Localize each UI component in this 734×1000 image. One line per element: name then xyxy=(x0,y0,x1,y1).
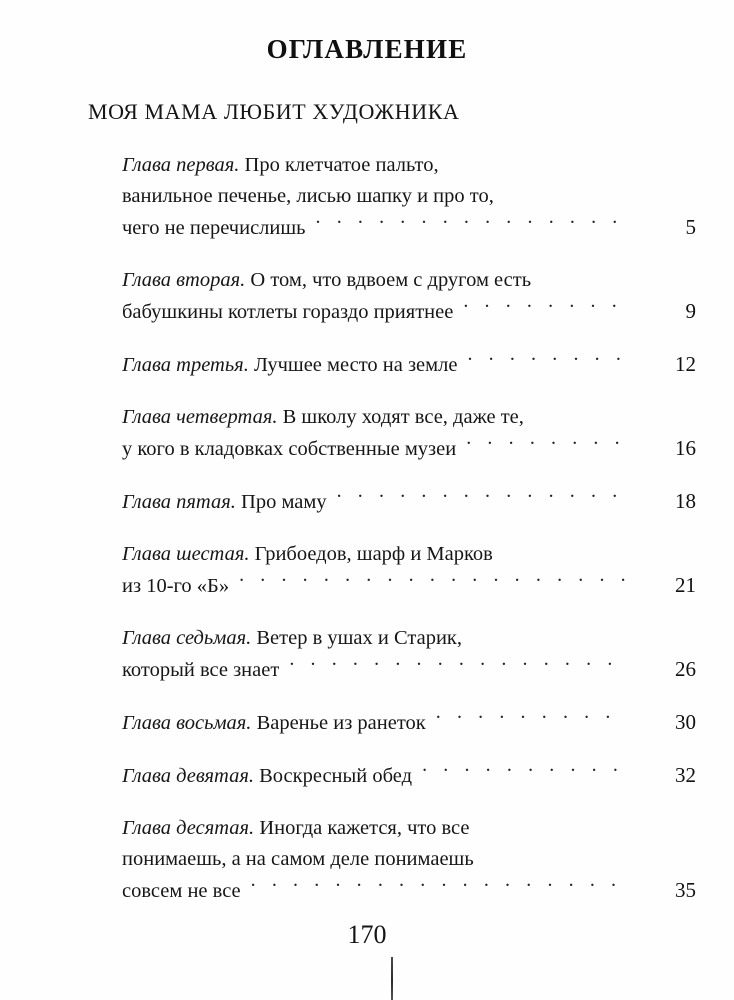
toc-entry-text xyxy=(122,150,439,181)
toc-entry-line xyxy=(122,433,696,465)
dot-leader xyxy=(541,266,626,287)
toc-entry[interactable] xyxy=(122,707,696,739)
chapter-label: Глава седьмая. xyxy=(122,627,252,649)
chapter-title: Иногда кажется, что все xyxy=(254,817,470,839)
dot-leader xyxy=(463,298,626,319)
toc-page-number: 30 xyxy=(675,710,696,734)
toc-entry[interactable] xyxy=(122,150,696,244)
chapter-title: Про маму xyxy=(235,491,327,513)
toc-entry-line xyxy=(122,813,696,844)
chapter-title: совсем не все xyxy=(122,880,241,902)
chapter-label: Глава шестая. xyxy=(122,543,250,565)
chapter-label: Глава девятая. xyxy=(122,765,254,787)
toc-entry-text xyxy=(122,876,241,907)
chapter-title: О том, что вдвоем с другом есть xyxy=(245,269,532,291)
toc-page-number: 18 xyxy=(675,489,696,513)
toc-entry-text xyxy=(122,539,493,570)
toc-entry[interactable] xyxy=(122,539,696,602)
toc-entry-text xyxy=(122,181,494,212)
dot-leader xyxy=(484,845,626,866)
toc-entry-line xyxy=(122,486,696,518)
toc-entry[interactable] xyxy=(122,813,696,907)
toc-page-number: 21 xyxy=(675,573,696,597)
toc-entry-text xyxy=(122,623,462,654)
dot-leader xyxy=(480,814,627,835)
dot-leader xyxy=(503,540,626,561)
toc-entry[interactable] xyxy=(122,349,696,381)
chapter-title: который все знает xyxy=(122,659,280,681)
chapter-title: Лучшее место на земле xyxy=(248,354,458,376)
chapter-title: Воскресный обед xyxy=(253,765,413,787)
toc-entry-text xyxy=(122,265,531,296)
toc-entry-line xyxy=(122,181,696,212)
toc-page-number: 32 xyxy=(675,763,696,787)
toc-entry-text xyxy=(122,708,426,739)
dot-leader xyxy=(449,151,626,172)
toc-entry[interactable] xyxy=(122,265,696,328)
chapter-title: Про клетчатое пальто, xyxy=(239,154,439,176)
dot-leader xyxy=(251,877,626,898)
dot-leader xyxy=(467,351,626,372)
page-title: ОГЛАВЛЕНИЕ xyxy=(266,34,468,64)
toc-page-number: 5 xyxy=(685,215,696,239)
toc-entry-text xyxy=(122,487,327,518)
toc-page-number: 35 xyxy=(675,878,696,902)
dot-leader xyxy=(504,182,626,203)
toc-entry[interactable] xyxy=(122,402,696,465)
chapter-label: Глава восьмая. xyxy=(122,712,252,734)
toc-page-number: 26 xyxy=(675,657,696,681)
toc-entry-line xyxy=(122,296,696,328)
toc-entry-line xyxy=(122,844,696,875)
toc-entry[interactable] xyxy=(122,623,696,686)
folio-page-number: 170 xyxy=(347,920,387,949)
dot-leader xyxy=(472,624,626,645)
part-heading: МОЯ МАМА ЛЮБИТ ХУДОЖНИКА xyxy=(88,99,460,124)
toc-entry-text xyxy=(122,297,453,328)
toc-entry-line xyxy=(122,570,696,602)
toc-entry-text xyxy=(122,350,457,381)
toc-entry-line xyxy=(122,707,696,739)
chapter-title: В школу ходят все, даже те, xyxy=(277,406,524,428)
toc-entry-line xyxy=(122,875,696,907)
toc-entry-line xyxy=(122,265,696,296)
dot-leader xyxy=(422,762,626,783)
toc-entry-text xyxy=(122,571,229,602)
dot-leader xyxy=(436,709,626,730)
toc-entry-text xyxy=(122,844,474,875)
toc-entry-line xyxy=(122,539,696,570)
dot-leader xyxy=(337,488,626,509)
chapter-title: бабушкины котлеты гораздо приятнее xyxy=(122,301,454,323)
dot-leader xyxy=(466,435,626,456)
toc-entry-line xyxy=(122,150,696,181)
chapter-label: Глава вторая. xyxy=(122,269,246,291)
chapter-title: у кого в кладовках собственные музеи xyxy=(122,438,457,460)
toc-entry-line xyxy=(122,623,696,654)
toc-entry-text xyxy=(122,213,306,244)
dot-leader xyxy=(289,656,626,677)
chapter-label: Глава десятая. xyxy=(122,817,255,839)
toc-entry-text xyxy=(122,655,279,686)
toc-entry[interactable] xyxy=(122,760,696,792)
toc-entry-text xyxy=(122,434,456,465)
chapter-label: Глава пятая. xyxy=(122,491,236,513)
dot-leader xyxy=(316,214,627,235)
toc-entry-text xyxy=(122,813,470,844)
chapter-title: Варенье из ранеток xyxy=(251,712,426,734)
toc-entry-line xyxy=(122,402,696,433)
dot-leader xyxy=(239,572,626,593)
toc-entry-text xyxy=(122,761,412,792)
chapter-title: Грибоедов, шарф и Марков xyxy=(249,543,493,565)
toc-entry[interactable] xyxy=(122,486,696,518)
chapter-title: ванильное печенье, лисью шапку и про то, xyxy=(122,185,494,207)
toc-entry-line xyxy=(122,654,696,686)
toc-page-number: 12 xyxy=(675,352,696,376)
toc-entry-text xyxy=(122,402,524,433)
chapter-title: из 10-го «Б» xyxy=(122,575,230,597)
toc-page-number: 16 xyxy=(675,436,696,460)
chapter-label: Глава четвертая. xyxy=(122,406,278,428)
dot-leader xyxy=(534,403,626,424)
chapter-label: Глава третья. xyxy=(122,354,249,376)
chapter-label: Глава первая. xyxy=(122,154,240,176)
chapter-title: чего не перечислишь xyxy=(122,217,306,239)
toc-page-number: 9 xyxy=(685,299,696,323)
toc-entry-list xyxy=(122,150,696,907)
chapter-title: понимаешь, а на самом деле понимаешь xyxy=(122,848,474,870)
spine-mark xyxy=(391,957,393,1000)
toc-entry-line xyxy=(122,349,696,381)
chapter-title: Ветер в ушах и Старик, xyxy=(251,627,463,649)
toc-entry-line xyxy=(122,212,696,244)
toc-entry-line xyxy=(122,760,696,792)
